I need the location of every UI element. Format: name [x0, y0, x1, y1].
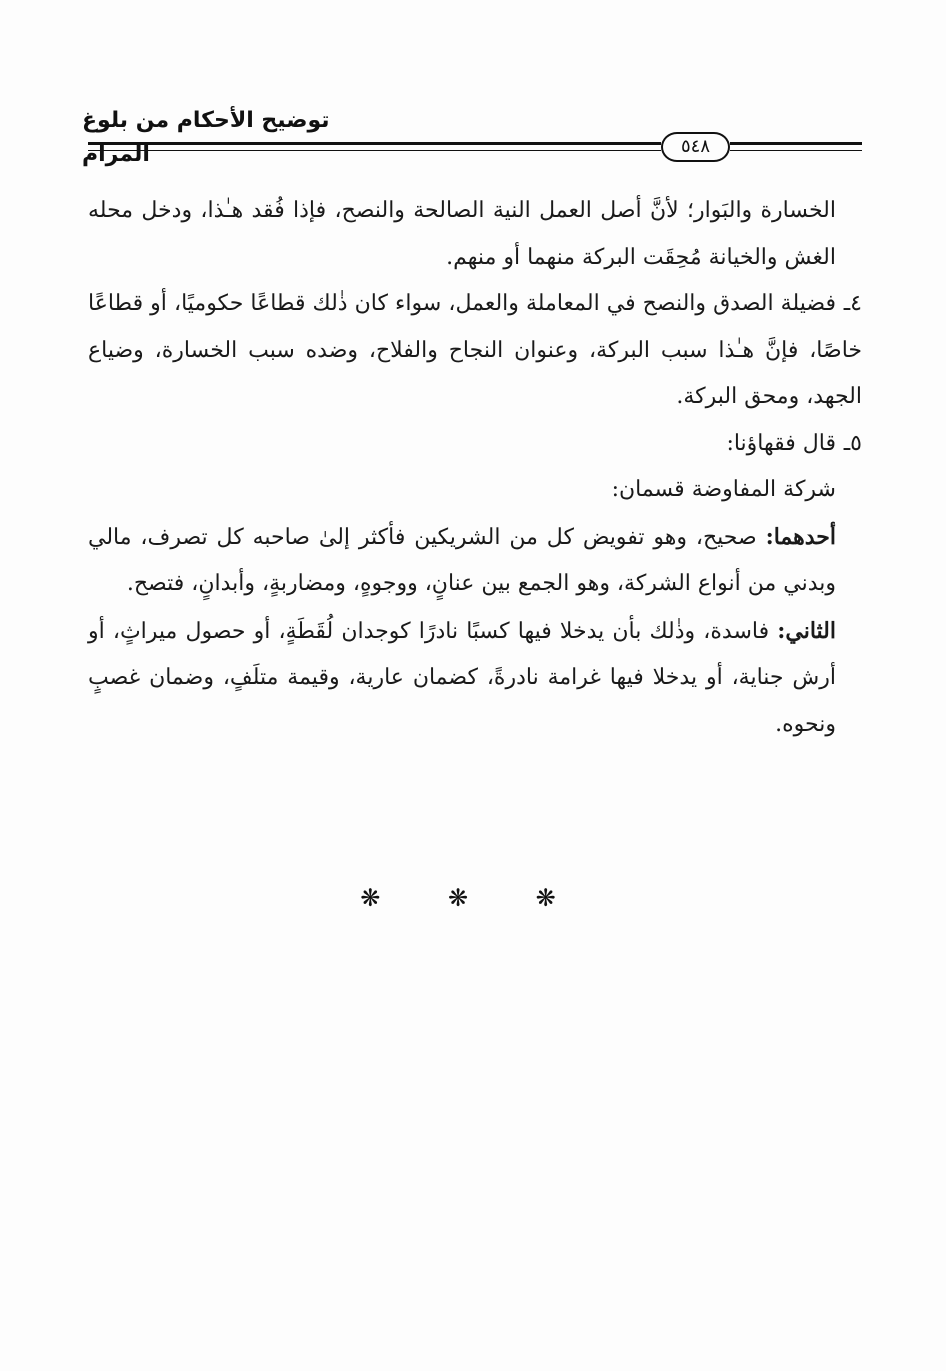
paragraph-item-5 [88, 421, 862, 468]
paragraph-lead: الثاني: [777, 617, 836, 644]
header-rule-bottom-right [730, 150, 862, 151]
paragraph-text: قال فقهاؤنا: [726, 430, 836, 456]
header-rule-bottom-left [88, 150, 661, 151]
running-title: توضيح الأحكام من بلوغ المرام [82, 108, 330, 167]
paragraph-item-4 [88, 281, 862, 421]
paragraph-text: صحيح، وهو تفويض كل من الشريكين فأكثر إلىٰ صاحبه كل تصرف، مالي وبدني من أنواع الشركة، وهو الجمع بين عنانٍ، ووجوهٍ، ومضاربةٍ، وأبدانٍ، فتصح. [88, 524, 836, 596]
paragraph-text: الخسارة والبَوار؛ لأنَّ أصل العمل النية الصالحة والنصح، فإذا فُقد هـٰذا، ودخل محله الغش والخيانة مُحِقَت البركة منهما أو منهم. [88, 198, 836, 270]
paragraph-second-type [88, 608, 836, 749]
paragraph-text: فضيلة الصدق والنصح في المعاملة والعمل، سواء كان ذٰلك قطاعًا حكوميًا، أو قطاعًا خاصًا، فإنَّ هـٰذا سبب البركة، وعنوان النجاح والفلاح، وضده سبب الخسارة، وضياع الجهد، ومحق البركة. [88, 291, 862, 409]
item-number: ٤ـ [843, 291, 862, 316]
page-number: ٥٤٨ [661, 132, 730, 162]
item-number: ٥ـ [843, 430, 862, 456]
paragraph-subheading [88, 467, 836, 514]
paragraph-continuation [88, 188, 836, 281]
header-rule-top-right [730, 142, 862, 145]
section-end-ornament: ❋ ❋ ❋ [360, 884, 586, 912]
paragraph-lead: أحدهما: [765, 523, 836, 550]
paragraph-text: شركة المفاوضة قسمان: [611, 477, 836, 502]
paragraph-text: فاسدة، وذٰلك بأن يدخلا فيها كسبًا نادرًا كوجدان لُقَطَةٍ، أو حصول ميراثٍ، أو أرش جناية، أو يدخلا فيها غرامة نادرةً، كضمان عارية، وقيمة متلَفٍ، وضمان غصبٍ ونحوه. [88, 618, 836, 737]
body-text [88, 188, 862, 748]
header-rule-top-left [88, 142, 661, 145]
paragraph-first-type [88, 514, 836, 608]
